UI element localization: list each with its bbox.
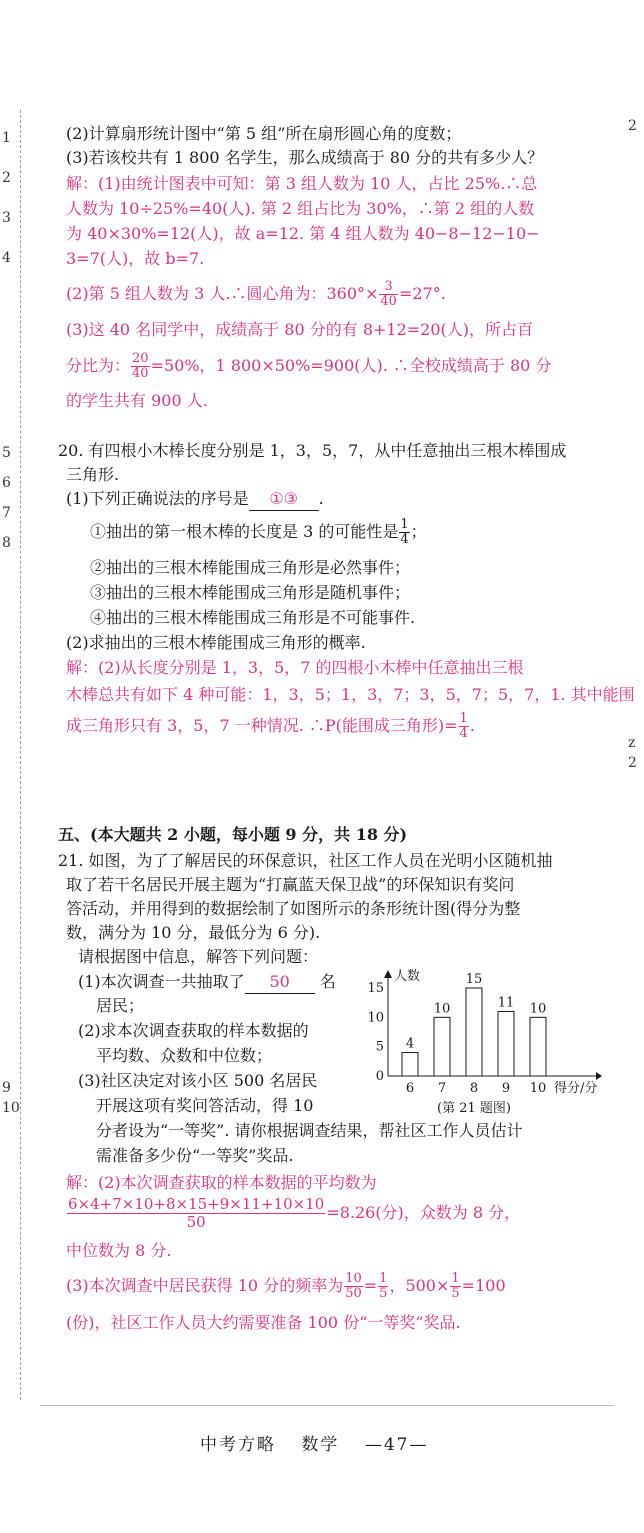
fraction: $\frac{1}{5}$: [379, 1271, 388, 1301]
x-tick-label: 8: [469, 1081, 479, 1096]
answer-19-1c: 为 40×30%=12(人)，故 a=12. 第 4 组人数为 40−8−12−10−: [66, 224, 540, 243]
x-tick-label: 6: [405, 1081, 415, 1096]
q21-instruction: 请根据图中信息，解答下列问题：: [78, 947, 319, 966]
answer-blank: 50: [245, 971, 315, 994]
y-tick-label: 15: [367, 981, 384, 996]
binding-dashed-line: [20, 110, 21, 1400]
edge-mark: 5: [2, 445, 11, 461]
q20-option4: ④抽出的三根木棒能围成三角形是不可能事件.: [90, 608, 416, 627]
bottom-rule: [40, 1405, 614, 1406]
q21-stem-a: 21. 如图，为了了解居民的环保意识，社区工作人员在光明小区随机抽: [58, 851, 553, 870]
edge-mark: z: [628, 735, 636, 751]
footer-subject: 数学: [301, 1435, 340, 1455]
answer-21-3b: (份)，社区工作人员大约需要准备 100 份“一等奖”奖品.: [66, 1313, 461, 1332]
fraction: $\frac{1}{4}$: [459, 711, 468, 741]
edge-mark: 10: [2, 1100, 20, 1116]
q21-stem-d: 数，满分为 10 分，最低分为 6 分).: [66, 923, 321, 942]
answer-19-3c: 的学生共有 900 人.: [66, 391, 208, 410]
y-tick-label: 0: [375, 1069, 384, 1084]
x-axis-label: 得分/分: [554, 1081, 598, 1096]
edge-mark: 2: [2, 170, 11, 186]
fraction: $\frac{10}{50}$: [345, 1271, 362, 1301]
bar: [530, 1017, 546, 1076]
edge-mark: 9: [2, 1080, 11, 1096]
x-tick-label: 10: [529, 1081, 547, 1096]
bar: [498, 1011, 514, 1076]
y-tick-label: 10: [367, 1010, 384, 1026]
q21-stem-b: 取了若干名居民开展主题为“打赢蓝天保卫战”的环保知识有奖问: [66, 875, 515, 894]
q20-stem-a: 20. 有四根小木棒长度分别是 1，3，5，7，从中任意抽出三根木棒围成: [58, 441, 567, 460]
q21-part1b: 居民；: [96, 996, 145, 1015]
bar-value-label: 4: [405, 1036, 415, 1052]
y-axis-label: 人数: [394, 969, 421, 984]
q20-option3: ③抽出的三根木棒能围成三角形是随机事件；: [90, 583, 411, 602]
edge-mark: 6: [2, 475, 11, 491]
bar-value-label: 15: [465, 972, 483, 987]
edge-mark: 2: [628, 755, 637, 771]
bar-chart: [364, 966, 614, 1116]
answer-20b: 木棒总共有如下 4 种可能：1，3，5；1，3，7；3，5，7；5，7，1. 其中能围: [66, 685, 635, 704]
footer-page-number: —47—: [364, 1435, 429, 1455]
fraction: $\frac{1}{5}$: [451, 1271, 460, 1301]
q20-part1: (1)下列正确说法的序号是 ①③ .: [66, 488, 324, 511]
answer-19-2: (2)第 5 组人数为 3 人.∴圆心角为：360°× $\frac{3}{40}$ =27°.: [66, 279, 446, 309]
edge-mark: 2: [628, 118, 637, 134]
q20-option1: ①抽出的第一根木棒的长度是 3 的可能性是 $\frac{1}{4}$ ；: [90, 517, 427, 547]
fraction: $\frac{3}{40}$: [380, 279, 397, 309]
answer-21-3a: (3)本次调查中居民获得 10 分的频率为 $\frac{10}{50}$ = $\frac{1}{5}$ ，500× $\frac{1}{5}$ =100: [66, 1271, 506, 1301]
edge-mark: 3: [2, 210, 11, 226]
answer-21-2b: $\frac{6\times 4+7\times 10+8\times 15+9\times 11+10\times 10}{50}$ =8.26(分)，众数为 8 分，: [68, 1195, 521, 1231]
answer-19-3b: 分比为： $\frac{20}{40}$ =50%，1 800×50%=900(人). ∴全校成绩高于 80 分: [66, 351, 552, 381]
answer-19-1d: 3=7(人)，故 b=7.: [66, 249, 205, 268]
q19-part3: (3)若该校共有 1 800 名学生，那么成绩高于 80 分的共有多少人？: [66, 148, 544, 167]
q19-part2: (2)计算扇形统计图中“第 5 组”所在扇形圆心角的度数；: [66, 124, 462, 143]
page-footer: [200, 1430, 428, 1455]
chart-caption: (第 21 题图): [437, 1101, 511, 1116]
edge-mark: 8: [2, 535, 11, 551]
footer-book: 中考方略: [200, 1435, 276, 1455]
bar: [434, 1017, 450, 1076]
bar-value-label: 10: [529, 1001, 547, 1017]
q21-stem-c: 答活动，并用得到的数据绘制了如图所示的条形统计图(得分为整: [66, 899, 521, 918]
edge-mark: 1: [2, 130, 11, 146]
edge-mark: 7: [2, 505, 11, 521]
bar-value-label: 11: [497, 995, 515, 1011]
x-tick-label: 9: [501, 1081, 511, 1096]
answer-blank: ①③: [249, 488, 319, 511]
answer-20a: 解：(2)从长度分别是 1，3，5，7 的四根小木棒中任意抽出三根: [66, 658, 524, 677]
y-axis-arrow: [384, 970, 392, 978]
answer-19-1b: 人数为 10÷25%=40(人). 第 2 组占比为 30%，∴第 2 组的人数: [66, 199, 535, 218]
fraction: $\frac{1}{4}$: [400, 517, 409, 547]
answer-21-2c: 中位数为 8 分.: [66, 1241, 172, 1260]
answer-21-2a: 解：(2)本次调查获取的样本数据的平均数为: [66, 1173, 377, 1192]
edge-mark: 4: [2, 250, 11, 266]
fraction: $\frac{6\times 4+7\times 10+8\times 15+9\times 11+10\times 10}{50}$: [68, 1195, 325, 1231]
bar-value-label: 10: [433, 1001, 451, 1017]
bar: [466, 988, 482, 1076]
bar: [402, 1053, 418, 1076]
x-axis-arrow: [596, 1072, 602, 1080]
q20-part2: (2)求抽出的三根木棒能围成三角形的概率.: [66, 633, 366, 652]
q21-part3a: (3)社区决定对该小区 500 名居民: [78, 1071, 318, 1090]
q20-stem-b: 三角形.: [66, 465, 120, 484]
section-5-heading: 五、(本大题共 2 小题，每小题 9 分，共 18 分): [58, 825, 408, 844]
q20-option2: ②抽出的三根木棒能围成三角形是必然事件；: [90, 558, 411, 577]
fraction: $\frac{20}{40}$: [132, 351, 149, 381]
q21-part2a: (2)求本次调查获取的样本数据的: [78, 1021, 309, 1040]
q21-part1: (1)本次调查一共抽取了 50 名: [78, 971, 336, 994]
answer-19-3a: (3)这 40 名同学中，成绩高于 80 分的有 8+12=20(人)，所占百: [66, 320, 534, 339]
q21-part3d: 需准备多少份“一等奖”奖品.: [96, 1146, 294, 1165]
q21-part3b: 开展这项有奖问答活动，得 10: [96, 1096, 314, 1115]
x-tick-label: 7: [437, 1081, 447, 1096]
q21-part2b: 平均数、众数和中位数；: [96, 1046, 273, 1065]
q21-part3c: 分者设为“一等奖”. 请你根据调查结果，帮社区工作人员估计: [96, 1121, 523, 1140]
answer-19-1a: 解：(1)由统计图表中可知：第 3 组人数为 10 人，占比 25%.∴总: [66, 174, 538, 193]
answer-20c: 成三角形只有 3，5，7 一种情况. ∴P(能围成三角形)= $\frac{1}{4}$ .: [66, 711, 475, 741]
y-tick-label: 5: [375, 1039, 384, 1055]
